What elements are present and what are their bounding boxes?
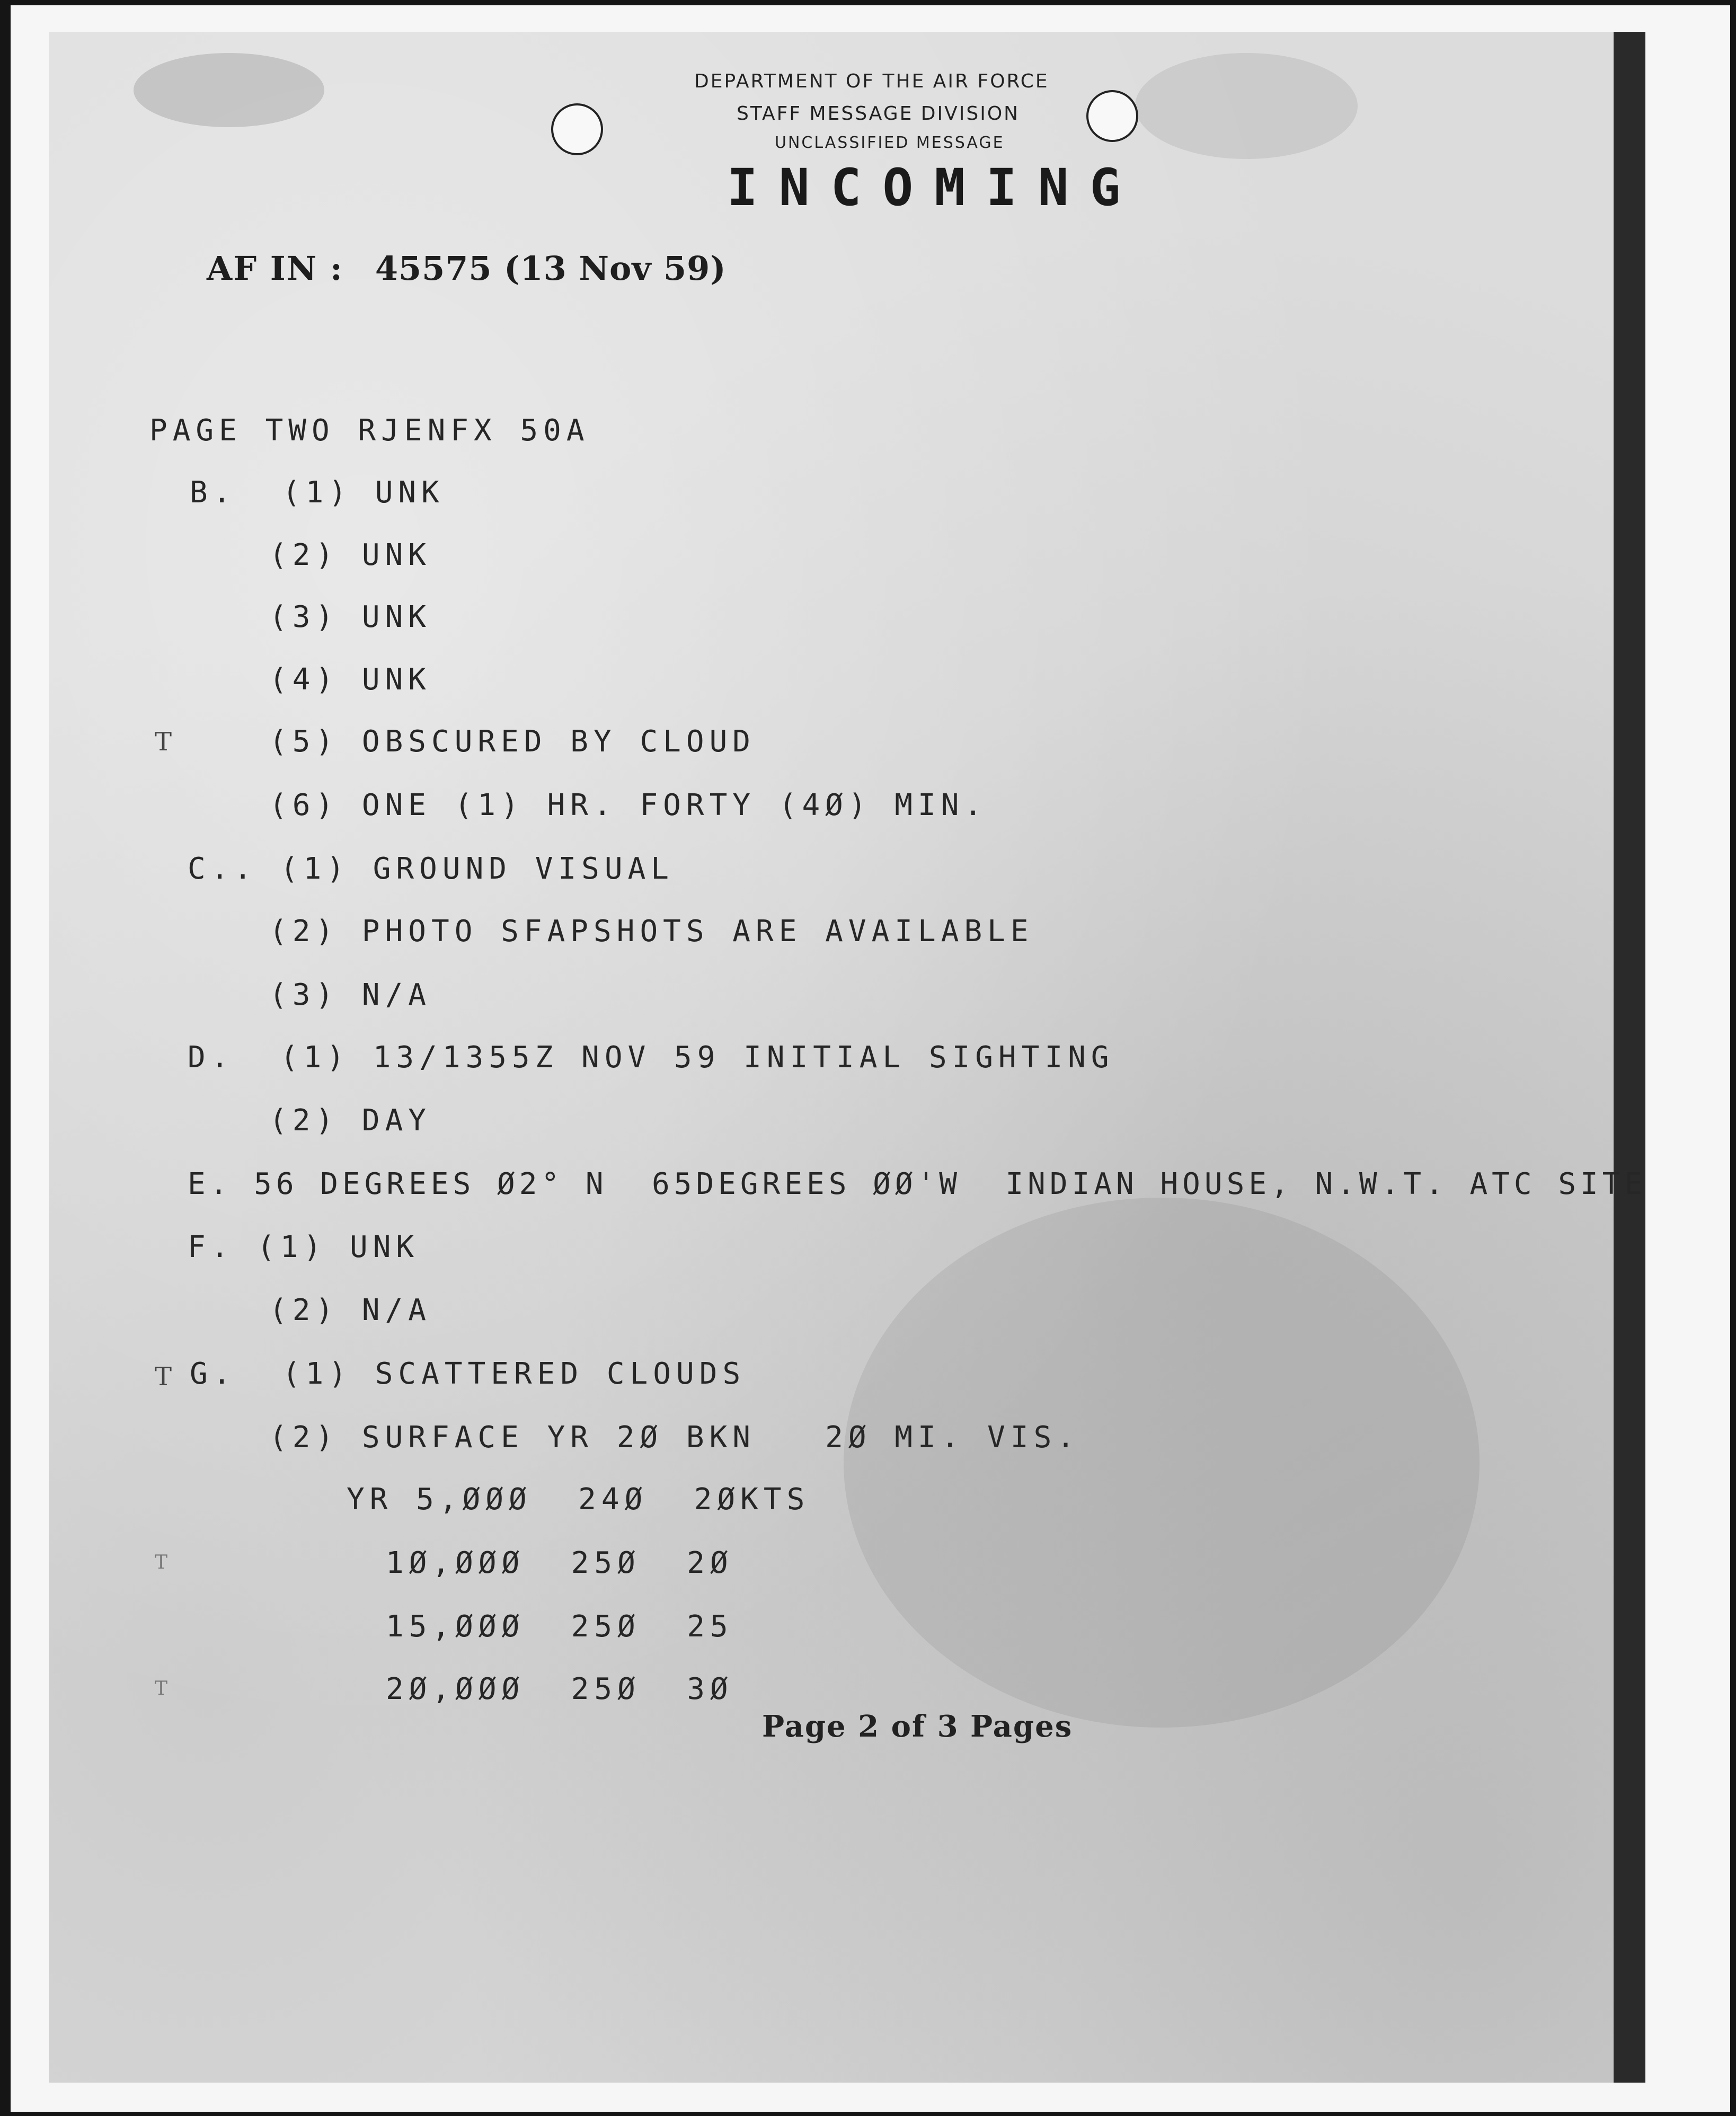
af-in-label: AF IN : (207, 249, 343, 288)
message-line: (6) ONE (1) HR. FORTY (4Ø) MIN. (269, 788, 988, 822)
message-line: B. (1) UNK (190, 475, 445, 510)
message-line: PAGE TWO RJENFX 50A (149, 413, 590, 448)
ink-smudge (844, 1198, 1480, 1728)
message-line: G. (1) SCATTERED CLOUDS (190, 1357, 746, 1391)
margin-mark: T (155, 1678, 168, 1699)
message-line: 1Ø,ØØØ 25Ø 2Ø (386, 1546, 733, 1580)
message-line: (2) N/A (269, 1293, 432, 1327)
message-line: (2) UNK (269, 538, 432, 572)
message-line: 2Ø,ØØØ 25Ø 3Ø (386, 1672, 733, 1706)
ink-smudge (134, 53, 324, 127)
message-line: (4) UNK (269, 662, 432, 697)
message-line: (5) OBSCURED BY CLOUD (269, 724, 756, 759)
af-in-number: 45575 (13 Nov 59) (375, 249, 727, 288)
message-line: (2) SURFACE YR 2Ø BKN 2Ø MI. VIS. (269, 1420, 1080, 1455)
message-line: YR 5,ØØØ 24Ø 2ØKTS (347, 1482, 810, 1517)
message-line: 15,ØØØ 25Ø 25 (386, 1609, 733, 1644)
incoming-heading: INCOMING (727, 158, 1142, 217)
punch-hole-left (551, 103, 603, 155)
message-line: (3) N/A (269, 978, 432, 1012)
message-line: E. 56 DEGREES Ø2° N 65DEGREES ØØ'W INDIAN HOUSE, N.W.T. ATC SITE (188, 1167, 1647, 1201)
department-heading: DEPARTMENT OF THE AIR FORCE (694, 70, 1049, 92)
message-line: D. (1) 13/1355Z NOV 59 INITIAL SIGHTING (188, 1040, 1114, 1075)
message-line: (3) UNK (269, 600, 432, 634)
af-in-reference (207, 249, 727, 288)
message-line: C.. (1) GROUND VISUAL (188, 852, 675, 886)
punch-hole-right (1086, 90, 1138, 142)
page-indicator: Page 2 of 3 Pages (762, 1709, 1073, 1744)
division-heading: STAFF MESSAGE DIVISION (737, 103, 1020, 125)
margin-mark: T (155, 1552, 168, 1573)
margin-mark: T (155, 1362, 172, 1392)
paper-edge-shadow (1614, 32, 1645, 2083)
margin-mark: T (155, 727, 172, 757)
message-line: (2) PHOTO SFAPSHOTS ARE AVAILABLE (269, 914, 1034, 949)
ink-smudge (1135, 53, 1358, 159)
message-line: F. (1) UNK (188, 1230, 420, 1264)
message-line: (2) DAY (269, 1103, 432, 1138)
classification-heading: UNCLASSIFIED MESSAGE (775, 134, 1005, 152)
